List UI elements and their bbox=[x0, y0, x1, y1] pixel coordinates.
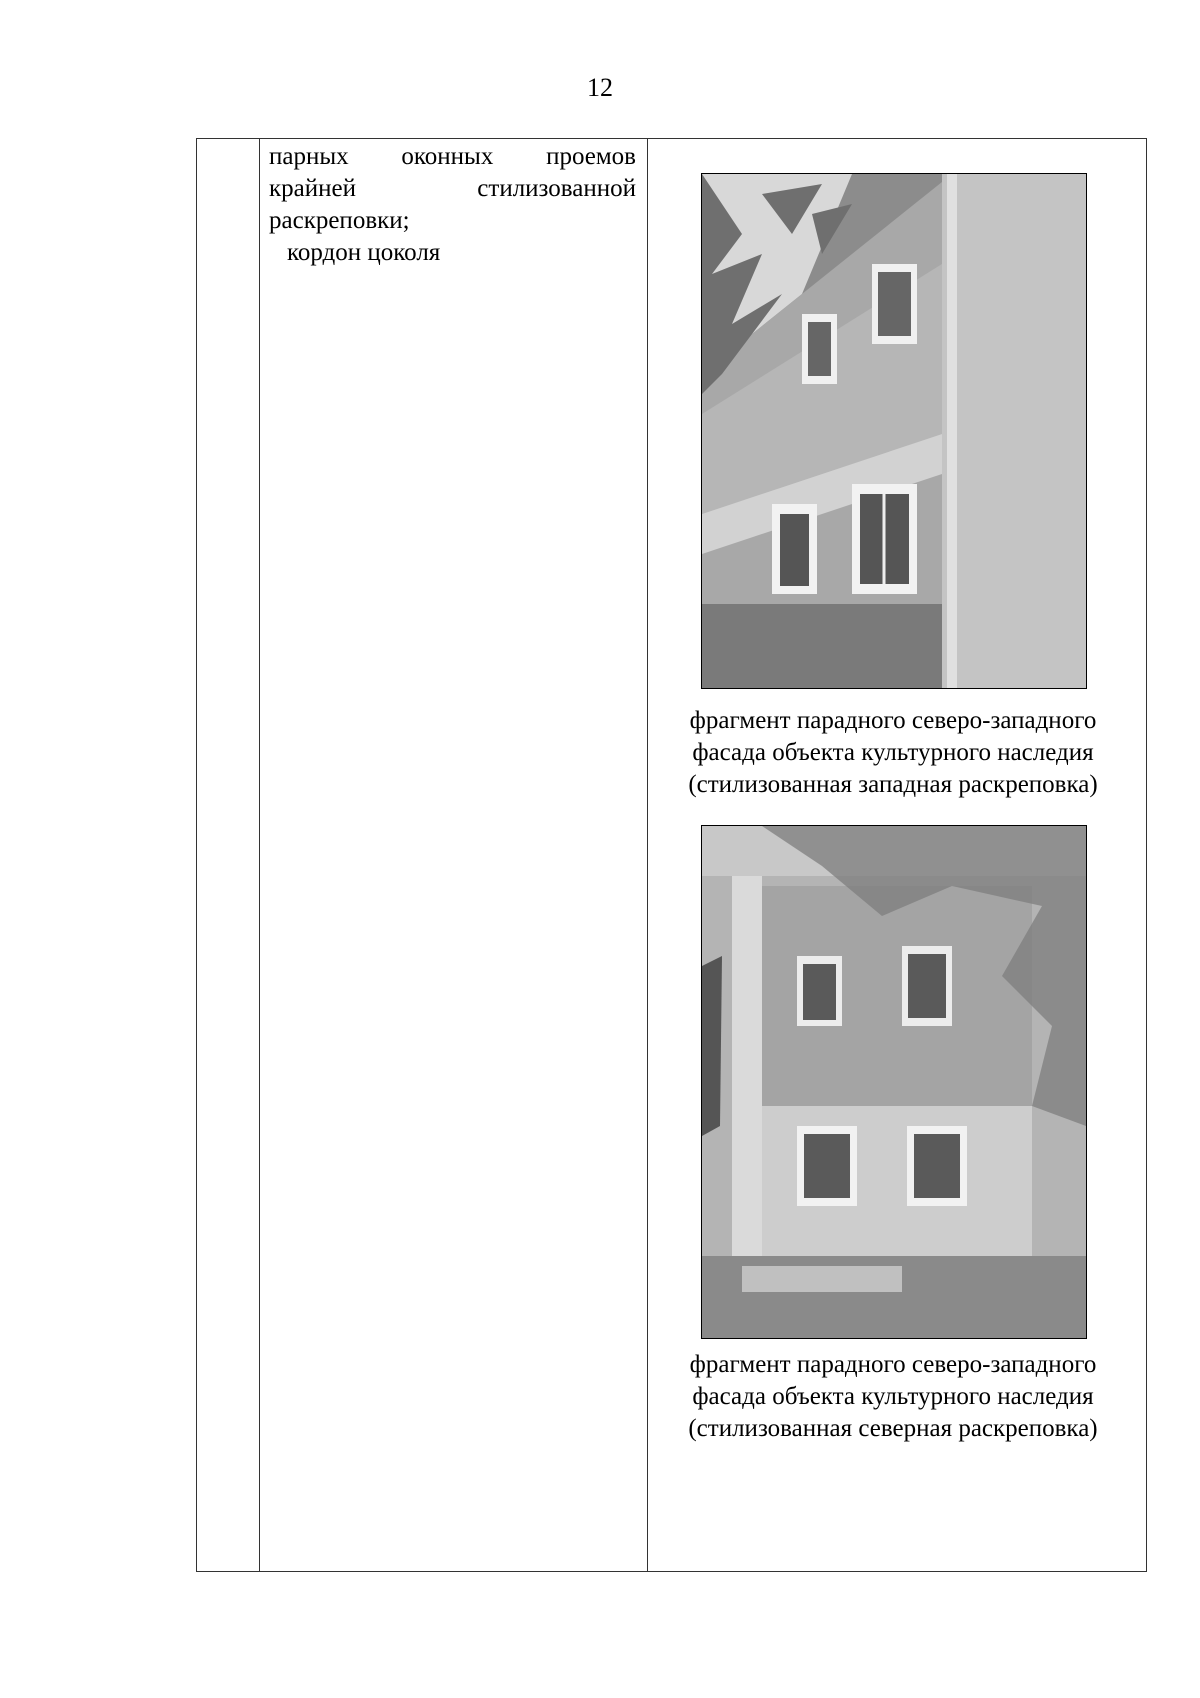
caption-line: (стилизованная северная раскреповка) bbox=[688, 1415, 1098, 1442]
photo-caption-west bbox=[653, 705, 1133, 801]
facade-photo-north bbox=[701, 825, 1087, 1339]
text-line: парных оконных проемов bbox=[269, 143, 636, 170]
column-divider bbox=[259, 139, 260, 1571]
caption-line: фрагмент парадного северо-западного bbox=[689, 707, 1097, 734]
column-divider bbox=[647, 139, 648, 1571]
photo-caption-north bbox=[653, 1349, 1133, 1445]
text-line: раскреповки; bbox=[269, 207, 410, 234]
description-cell bbox=[269, 141, 636, 269]
caption-line: фасада объекта культурного наследия bbox=[692, 739, 1094, 766]
document-table bbox=[196, 138, 1147, 1572]
text-line: крайней стилизованной bbox=[269, 175, 636, 202]
facade-photo-west bbox=[701, 173, 1087, 689]
text-item: кордон цоколя bbox=[287, 239, 441, 266]
caption-line: (стилизованная западная раскреповка) bbox=[688, 771, 1098, 798]
caption-line: фрагмент парадного северо-западного bbox=[689, 1351, 1097, 1378]
caption-line: фасада объекта культурного наследия bbox=[692, 1383, 1094, 1410]
page-number: 12 bbox=[587, 73, 613, 102]
